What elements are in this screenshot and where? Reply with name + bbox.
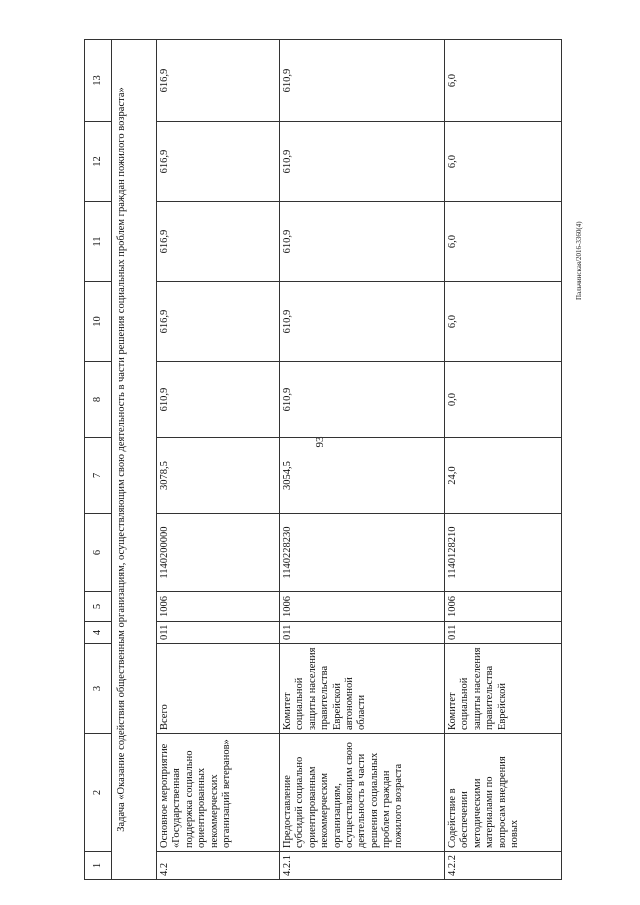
row-c10: 6,0: [445, 282, 562, 362]
row-c8: 610,9: [280, 362, 445, 438]
row-c12: 610,9: [280, 122, 445, 202]
row-c11: 616,9: [157, 202, 280, 282]
rotated-table-sheet: [84, 40, 558, 880]
row-c6: 1140228230: [280, 514, 445, 592]
header-cell: 12: [85, 122, 112, 202]
page-number: 93: [314, 436, 326, 448]
table-row: [157, 40, 280, 880]
row-c8: 610,9: [157, 362, 280, 438]
row-number: 4.2: [157, 852, 280, 880]
row-c12: 616,9: [157, 122, 280, 202]
header-cell: 5: [85, 592, 112, 622]
task-title: Задача «Оказание содействия общественным организациям, осуществляющим свою деятельность в части решения социальных проблем граждан пожилого возраста»: [112, 40, 157, 880]
row-c11: 610,9: [280, 202, 445, 282]
row-c5: 1006: [157, 592, 280, 622]
row-c13: 6,0: [445, 40, 562, 122]
row-name: Содействие в обеспечении методическими материалами по вопросам внедрения новых: [445, 734, 562, 852]
row-name: Предоставление субсидий социально ориентированным некоммерческим организациям, осуществляющим свою деятельность в части решения социальных проблем граждан пожилого возраста: [280, 734, 445, 852]
header-cell: 3: [85, 644, 112, 734]
row-c6: 1140200000: [157, 514, 280, 592]
table-row: [280, 40, 445, 880]
header-cell: 11: [85, 202, 112, 282]
row-name: Основное мероприятие «Государственная поддержка социально ориентированных некоммерческих организаций ветеранов»: [157, 734, 280, 852]
header-cell: 2: [85, 734, 112, 852]
row-c10: 616,9: [157, 282, 280, 362]
header-cell: 8: [85, 362, 112, 438]
row-c5: 1006: [445, 592, 562, 622]
row-executor: Комитет социальной защиты населения правительства Еврейской: [445, 644, 562, 734]
row-c13: 610,9: [280, 40, 445, 122]
row-c12: 6,0: [445, 122, 562, 202]
table-rotation-wrapper: [84, 40, 558, 880]
header-cell: 13: [85, 40, 112, 122]
header-cell: 7: [85, 438, 112, 514]
row-c13: 616,9: [157, 40, 280, 122]
row-c7: 3054,5: [280, 438, 445, 514]
header-cell: 10: [85, 282, 112, 362]
row-c7: 3078,5: [157, 438, 280, 514]
header-cell: 1: [85, 852, 112, 880]
row-executor: Всего: [157, 644, 280, 734]
task-row: [112, 40, 157, 880]
row-number: 4.2.1: [280, 852, 445, 880]
header-cell: 6: [85, 514, 112, 592]
row-c4: 011: [280, 622, 445, 644]
row-c7: 24,0: [445, 438, 562, 514]
row-c4: 011: [157, 622, 280, 644]
header-cell: 4: [85, 622, 112, 644]
budget-table: [84, 39, 562, 880]
row-c6: 1140128210: [445, 514, 562, 592]
row-c8: 0,0: [445, 362, 562, 438]
row-c5: 1006: [280, 592, 445, 622]
document-stamp: Пальчинская/2016-3360(4): [575, 221, 583, 300]
header-row: [85, 40, 112, 880]
row-c11: 6,0: [445, 202, 562, 282]
row-number: 4.2.2: [445, 852, 562, 880]
table-row: [445, 40, 562, 880]
row-c10: 610,9: [280, 282, 445, 362]
row-c4: 011: [445, 622, 562, 644]
row-executor: Комитет социальной защиты населения правительства Еврейской автономной области: [280, 644, 445, 734]
